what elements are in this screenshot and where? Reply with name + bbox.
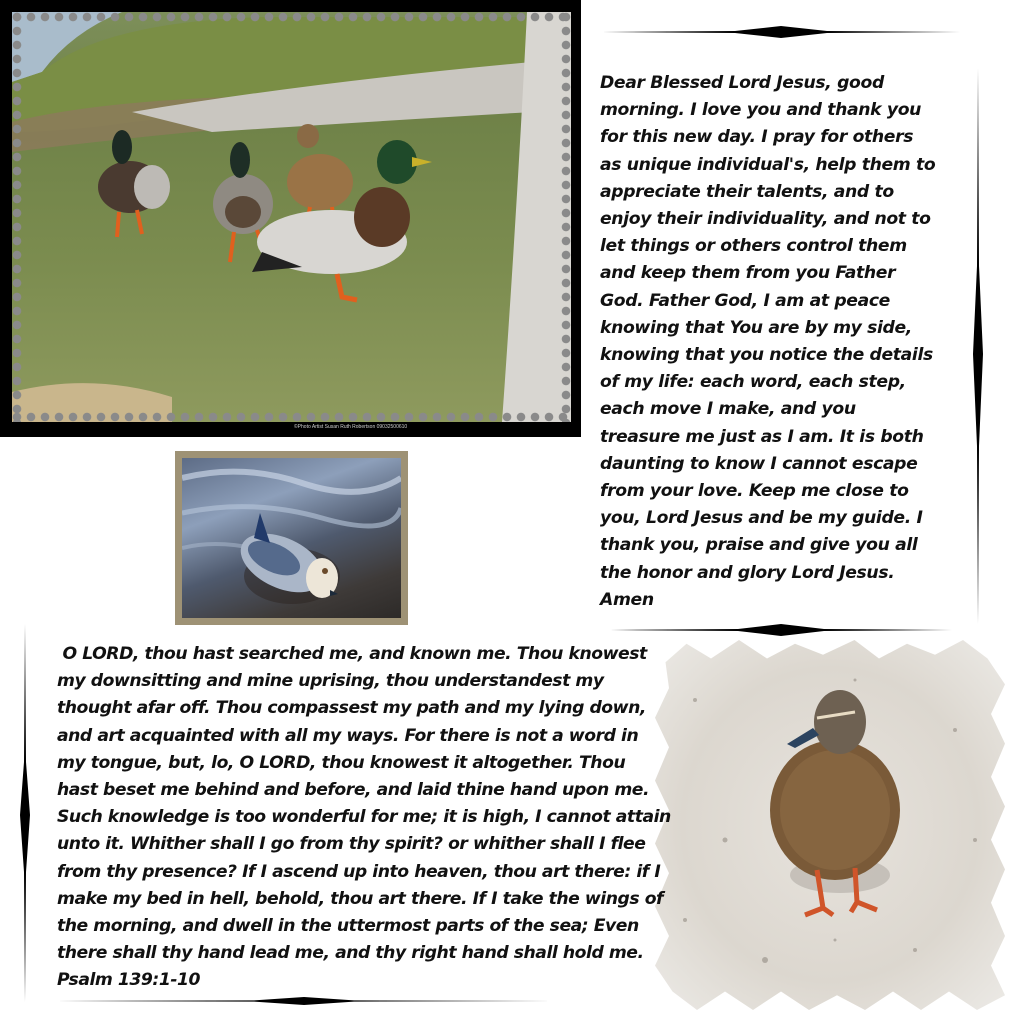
prayer-line: daunting to know I cannot escape bbox=[600, 453, 918, 474]
photo-credit: ©Photo Artist Susan Ruth Robertson 09032500610 bbox=[294, 424, 408, 430]
prayer-line: thank you, praise and give you all bbox=[600, 535, 918, 556]
divider-middle-right bbox=[608, 622, 954, 638]
psalm-line: make my bed in hell, behold, thou art there. If I take the wings of bbox=[57, 888, 664, 909]
small-photo-swimming-duck bbox=[182, 458, 401, 618]
divider-top-right bbox=[600, 24, 962, 40]
psalm-citation: Psalm 139:1-10 bbox=[57, 970, 201, 991]
prayer-line: treasure me just as I am. It is both bbox=[600, 426, 924, 447]
prayer-line: appreciate their talents, and to bbox=[600, 181, 894, 202]
divider-right-vertical bbox=[970, 66, 986, 626]
prayer-line: let things or others control them bbox=[600, 236, 907, 257]
psalm-line: hast beset me behind and before, and laid thine hand upon me. bbox=[57, 780, 650, 801]
prayer-line: as unique individual's, help them to bbox=[600, 154, 936, 175]
divider-left-vertical bbox=[17, 622, 33, 1004]
psalm-line: and art acquainted with all my ways. For there is not a word in bbox=[57, 725, 639, 746]
prayer-text bbox=[600, 70, 940, 614]
psalm-line: unto it. Whither shall I go from thy spirit? or whither shall I flee bbox=[57, 834, 646, 855]
scalloped-border-top bbox=[12, 12, 571, 22]
female-mallard-image bbox=[655, 640, 1005, 1010]
psalm-line: Such knowledge is too wonderful for me; it is high, I cannot attain bbox=[57, 807, 671, 828]
scalloped-border-right bbox=[561, 12, 571, 422]
sand-photo-female-mallard bbox=[655, 640, 1005, 1010]
prayer-line: the honor and glory Lord Jesus. bbox=[600, 562, 895, 583]
scalloped-border-left bbox=[12, 12, 22, 422]
prayer-line: and keep them from you Father bbox=[600, 263, 896, 284]
prayer-line: for this new day. I pray for others bbox=[600, 127, 914, 148]
prayer-line: each move I make, and you bbox=[600, 399, 856, 420]
swimming-duck-image bbox=[182, 458, 401, 618]
prayer-line: enjoy their individuality, and not to bbox=[600, 209, 931, 230]
main-photo-mallard-ducks bbox=[12, 12, 571, 422]
prayer-line: God. Father God, I am at peace bbox=[600, 290, 890, 311]
prayer-line: morning. I love you and thank you bbox=[600, 100, 922, 121]
prayer-line: Dear Blessed Lord Jesus, good bbox=[600, 73, 884, 93]
prayer-line: of my life: each word, each step, bbox=[600, 372, 906, 393]
prayer-line: from your love. Keep me close to bbox=[600, 481, 909, 502]
ducks-on-grass-image bbox=[12, 12, 571, 422]
psalm-line: thought afar off. Thou compassest my path and my lying down, bbox=[57, 698, 646, 719]
prayer-line: you, Lord Jesus and be my guide. I bbox=[600, 508, 923, 529]
divider-bottom bbox=[54, 995, 554, 1007]
psalm-line: O LORD, thou hast searched me, and known me. Thou knowest bbox=[57, 644, 647, 664]
psalm-line: my tongue, but, lo, O LORD, thou knowest it altogether. Thou bbox=[57, 752, 626, 773]
psalm-line: from thy presence? If I ascend up into heaven, thou art there: if I bbox=[57, 861, 661, 882]
prayer-line: knowing that you notice the details bbox=[600, 345, 933, 366]
prayer-line: knowing that You are by my side, bbox=[600, 317, 912, 338]
scalloped-border-bottom bbox=[12, 412, 571, 422]
psalm-line: my downsitting and mine uprising, thou understandest my bbox=[57, 671, 604, 692]
psalm-line: there shall thy hand lead me, and thy right hand shall hold me. bbox=[57, 943, 644, 964]
psalm-text bbox=[57, 641, 672, 995]
psalm-line: the morning, and dwell in the uttermost parts of the sea; Even bbox=[57, 916, 639, 937]
prayer-amen: Amen bbox=[600, 589, 654, 610]
